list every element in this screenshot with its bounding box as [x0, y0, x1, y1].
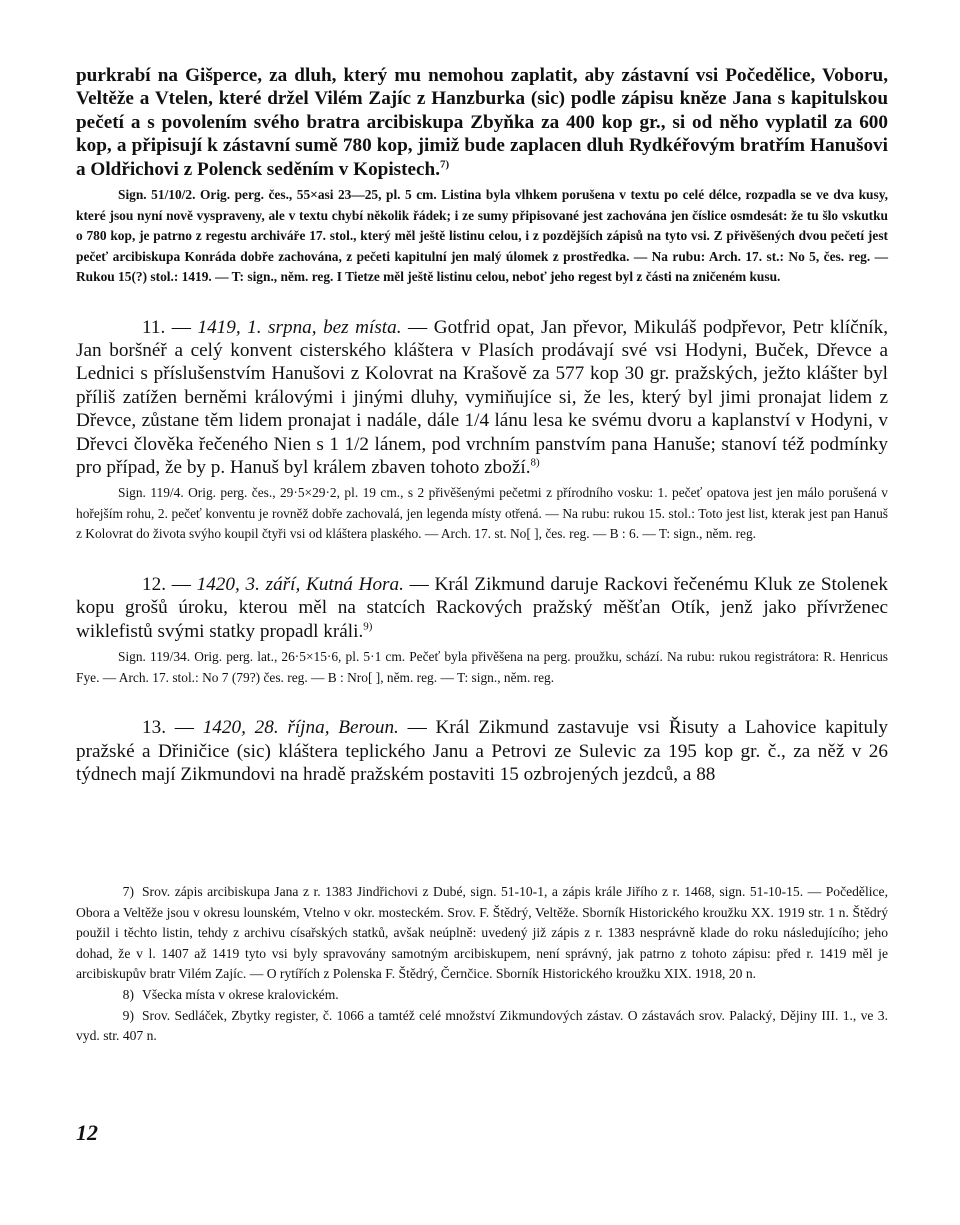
footnote-ref-7: 7)	[440, 158, 450, 171]
entry-12-date-place: 1420, 3. září, Kutná Hora.	[196, 573, 404, 595]
entry-12-dash: —	[165, 573, 197, 595]
footnote-ref-9: 9)	[363, 620, 373, 633]
intro-text: purkrabí na Gišperce, za dluh, který mu nemohou zaplatit, aby zástavní vsi Počedělice, Voboru, Veltěže a Vtelen, které držel Vilém Zajíc z Hanzburka (sic) podle zápisu kněze Jana s kapitulskou pečetí a s povolením svého bratra arcibiskupa Zbyňka za 400 kop gr., si od něho vyplatil za 600 kop, a připisují k zástavní sumě 780 kop, jimiž bude zaplacen dluh Rydkéřovým bratřím Hanušovi a Oldřichovi z Polenck seděním v Kopistech.	[76, 65, 888, 180]
entry-11-number: 11.	[142, 316, 166, 338]
footnotes	[76, 882, 888, 1047]
footnote-8-mark: 8)	[122, 986, 134, 1002]
entry-13-paragraph	[76, 716, 888, 786]
entry-12-number: 12.	[142, 573, 166, 595]
entry-11-date-place: 1419, 1. srpna, bez místa.	[197, 316, 402, 338]
footnote-7-mark: 7)	[122, 884, 134, 899]
entry-13-date-place: 1420, 28. října, Beroun.	[202, 717, 399, 739]
entry-12-paragraph	[76, 573, 888, 643]
entry-11	[76, 316, 888, 545]
entry-12-text: — Král Zikmund daruje Rackovi řečenému Kluk ze Stolenek kopu grošů úroku, kterou měl na statcích Rackových pražský měšťan Otík, jenž jako přívrženec wiklefistů svými statky propadl králi.	[76, 573, 889, 642]
footnote-9	[76, 1006, 888, 1047]
footnote-7	[76, 882, 888, 985]
intro-paragraph	[76, 64, 888, 181]
footnote-9-mark: 9)	[122, 1007, 134, 1023]
footnote-8-text: Všecka místa v okrese kralovickém.	[142, 986, 339, 1002]
footnote-9-text: Srov. Sedláček, Zbytky register, č. 1066 a tamtéž celé množství Zikmundových zástav. O zástavách srov. Palacký, Dějiny III. 1., ve 3. vyd. str. 407 n.	[76, 1007, 888, 1044]
intro-archival-note	[76, 185, 888, 288]
footnote-ref-8: 8)	[530, 456, 540, 469]
entry-13	[76, 716, 888, 786]
footnote-8	[76, 985, 888, 1006]
entry-13-text: — Král Zikmund zastavuje vsi Řisuty a Lahovice kapituly pražské a Dřiničice (sic) kláštera teplického Janu a Petrovi ze Sulevic za 195 kop gr. č., za něž v 26 týdnech mají Zikmundovi na hradě pražském postaviti 15 ozbrojených jezdců, a 88	[76, 717, 889, 785]
entry-12	[76, 573, 888, 688]
entry-13-dash: —	[165, 717, 203, 739]
footnote-7-text: Srov. zápis arcibiskupa Jana z r. 1383 Jindřichovi z Dubé, sign. 51-10-1, a zápis krále Jiřího z r. 1468, sign. 51-10-15. — Počedělice, Obora a Veltěže jsou v okresu lounském, Vtelno v okr. mosteckém. Srov. F. Štědrý, Veltěže. Sborník Historického kroužku XX. 1919 str. 1 n. Štědrý použil i těchto listin, tehdy z archivu císařských statků, avšak neúplně: uvedený již zápis z r. 1383 nesprávně klade do roku následujícího; jeho dohad, že v l. 1407 až 1419 tyto vsi byly spravovány samotným arcibiskupem, není správný, jak patrno z tohoto zápisu: před r. 1419 měl je arcibiskupův bratr Vilém Zajíc. — O rytířích z Polenska F. Štědrý, Černčice. Sborník Historického kroužku XIX. 1918, 20 n.	[76, 884, 888, 982]
entry-12-note	[76, 647, 888, 688]
entry-11-text: — Gotfrid opat, Jan převor, Mikuláš podpřevor, Petr klíčník, Jan boršnéř a celý konvent cisterského kláštera v Plasích prodávají své vsi Hodyni, Buček, Dřevce a Lednici s příslušenstvím Hanušovi z Kolovrat na Krašově za 577 kop 30 gr. pražských, ježto klášter byl příliš zatížen berněmi královými i jinými dluhy, vymiňujíce si, že les, který byl jimi pronajat lidem z Dřevce, zůstane těm lidem pronajat i nadále, dále 1/4 lánu lesa ke svému dvoru a kaplanství v Hodyni, v Dřevci člověka řečeného Nien s 1 1/2 lánem, pod vrchním panstvím pana Hanuše; stanoví též podmínky pro případ, že by p. Hanuš byl králem zbaven tohoto zboží.	[76, 316, 889, 478]
entry-11-dash: —	[165, 316, 198, 338]
intro-note-text: Sign. 51/10/2. Orig. perg. čes., 55×asi 23—25, pl. 5 cm. Listina byla vlhkem porušena v textu po celé délce, rozpadla se ve dva kusy, které jsou nyní nově vyspraveny, ale v textu chybí několik řádek; i ze sumy připisované jest zachována jen číslice osmdesát: že tu šlo vskutku o 780 kop, je patrno z regestu archiváře 17. stol., který měl ještě listinu celou, i z pozdějších zápisů na tyto vsi. Z přivěšených dvou pečetí jest pečeť arcibiskupa Konráda dobře zachována, z pečeti kapitulní jen malý úlomek z prostředka. — Na rubu: Arch. 17. st.: No 5, čes. reg. — Rukou 15(?) stol.: 1419. — T: sign., něm. reg. I Tietze měl ještě listinu celou, neboť jeho regest byl z části na zničeném kusu.	[76, 187, 888, 285]
entry-11-note-text: Sign. 119/4. Orig. perg. čes., 29·5×29·2, pl. 19 cm., s 2 přivěšenými pečetmi z přírodního vosku: 1. pečeť opatova jest jen málo porušená v hořejším rohu, 2. pečeť konventu je rovněž dobře zachovalá, jen legenda místy otřená. — Na rubu: rukou 15. stol.: Toto jest list, kterak jest pan Hanuš z Kolovrat do života svýho koupil čtyři vsi od kláštera plaského. — Arch. 17. st. No[ ], čes. reg. — B : 6. — T: sign., něm. reg.	[76, 485, 888, 542]
entry-11-paragraph	[76, 316, 888, 480]
entry-11-note	[76, 483, 888, 545]
document-body	[76, 64, 888, 786]
entry-12-note-text: Sign. 119/34. Orig. perg. lat., 26·5×15·6, pl. 5·1 cm. Pečeť byla přivěšena na perg. proužku, schází. Na rubu: rukou registrátora: R. Henricus Fye. — Arch. 17. stol.: No 7 (79?) čes. reg. — B : Nro[ ], něm. reg. — T: sign., něm. reg.	[76, 649, 888, 685]
entry-13-number: 13.	[142, 717, 166, 739]
page-number: 12	[76, 1120, 98, 1145]
